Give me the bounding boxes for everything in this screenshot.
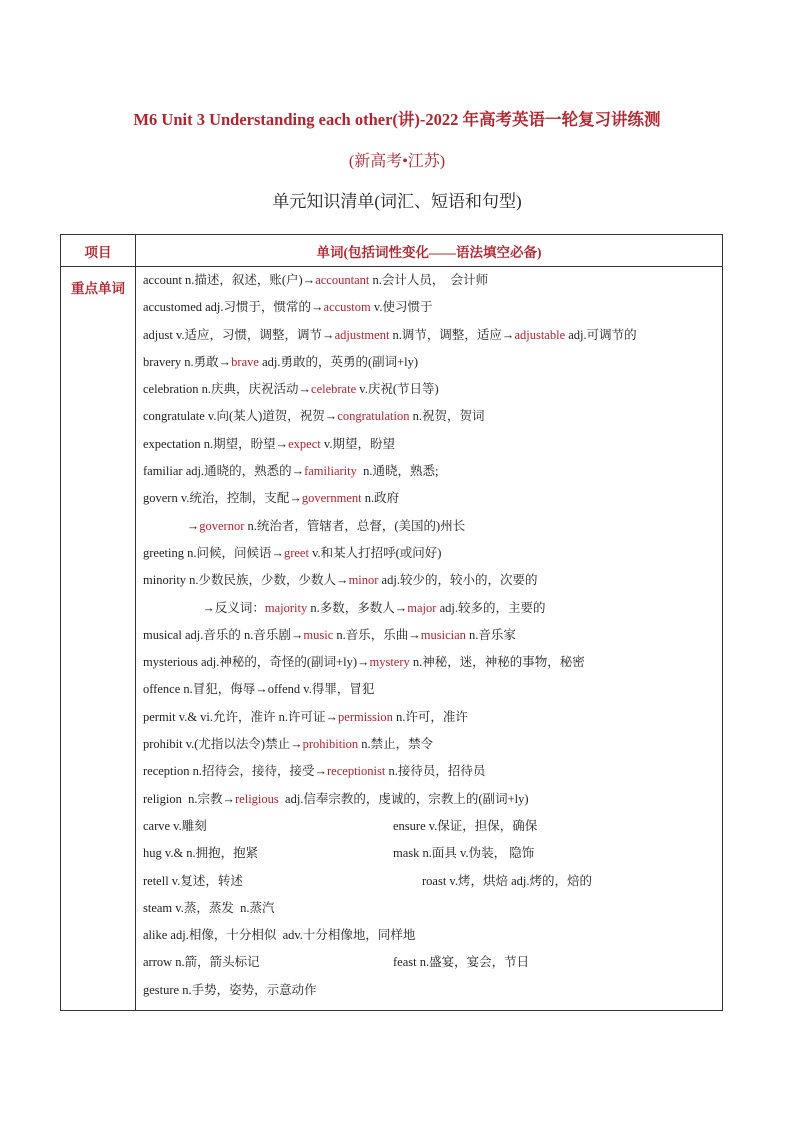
entry-text: →反义词： bbox=[143, 600, 265, 615]
vocab-entry bbox=[143, 813, 718, 840]
vocab-entry bbox=[143, 922, 718, 949]
entry-text: gesture n.手势，姿势，示意动作 bbox=[143, 982, 317, 997]
vocab-entry bbox=[143, 949, 718, 976]
document-title-region: (新高考•江苏) bbox=[348, 153, 446, 170]
entry-text: adj.信奉宗教的，虔诚的，宗教上的(副词+ly) bbox=[278, 791, 529, 806]
derived-word: greet bbox=[283, 545, 309, 560]
entry-text: adjust v.适应，习惯，调整，调节→ bbox=[143, 327, 335, 342]
entry-text: minority n.少数民族，少数，少数人→ bbox=[143, 573, 349, 588]
section-subtitle: 单元知识清单(词汇、短语和句型) bbox=[272, 192, 522, 211]
vocab-entry bbox=[143, 622, 718, 649]
entry-text: familiar adj.通晓的，熟悉的→ bbox=[143, 464, 305, 479]
entry-text: n.许可，准许 bbox=[392, 709, 468, 724]
derived-word: congratulation bbox=[337, 409, 410, 424]
entry-text: n.调节，调整，适应→ bbox=[389, 327, 515, 342]
vocab-entry bbox=[143, 731, 718, 758]
derived-word: minor bbox=[348, 573, 379, 588]
vocab-entry-second-column: roast v.烤，烘焙 adj.烤的，焙的 bbox=[422, 873, 593, 888]
entry-text: adj.可调节的 bbox=[565, 327, 637, 342]
vocab-entry-second-column: ensure v.保证，担保，确保 bbox=[393, 818, 538, 833]
entry-text: hug v.& n.拥抱，抱紧 bbox=[143, 846, 259, 861]
entry-text: n.政府 bbox=[361, 491, 400, 506]
derived-word: prohibition bbox=[302, 737, 359, 752]
entry-text: steam v.蒸，蒸发 n.蒸汽 bbox=[143, 900, 275, 915]
vocab-entry bbox=[143, 840, 718, 867]
entry-text: arrow n.箭，箭头标记 bbox=[143, 955, 260, 970]
vocab-entry bbox=[143, 540, 718, 567]
entry-text: carve v.雕刻 bbox=[143, 818, 207, 833]
vocab-entry bbox=[143, 895, 718, 922]
entry-text: n.通晓，熟悉; bbox=[356, 464, 439, 479]
entry-text: v.期望，盼望 bbox=[320, 436, 395, 451]
entry-text: religion n.宗教→ bbox=[143, 791, 236, 806]
derived-word: major bbox=[407, 600, 437, 615]
entry-text: mysterious adj.神秘的，奇怪的(副词+ly)→ bbox=[143, 655, 370, 670]
entry-text: permit v.& vi.允许，准许 n.许可证→ bbox=[143, 709, 339, 724]
table-row bbox=[61, 267, 723, 1011]
vocab-entry bbox=[143, 349, 718, 376]
entry-text: alike adj.相像，十分相似 adv.十分相像地，同样地 bbox=[143, 928, 416, 943]
vocab-entry bbox=[143, 868, 718, 895]
vocab-entry bbox=[143, 376, 718, 403]
entry-text: v.庆祝(节日等) bbox=[356, 382, 439, 397]
entry-text: bravery n.勇敢→ bbox=[143, 354, 232, 369]
derived-word: music bbox=[303, 627, 334, 642]
entry-text: → bbox=[143, 518, 200, 533]
vocab-entry bbox=[143, 649, 718, 676]
entry-text: adj.勇敢的，英勇的(副词+ly) bbox=[258, 354, 419, 369]
entry-text: musical adj.音乐的 n.音乐剧→ bbox=[143, 627, 304, 642]
derived-word: government bbox=[301, 491, 362, 506]
vocab-entry bbox=[143, 513, 718, 540]
vocab-entry bbox=[143, 676, 718, 703]
entry-text: accustomed adj.习惯于，惯常的→ bbox=[143, 300, 324, 315]
derived-word: brave bbox=[231, 354, 259, 369]
derived-word: adjustment bbox=[334, 327, 390, 342]
vocab-entry bbox=[143, 403, 718, 430]
derived-word: musician bbox=[420, 627, 466, 642]
document-title: M6 Unit 3 Understanding each other(讲)-2022 年高考英语一轮复习讲练测 bbox=[133, 110, 661, 129]
entry-text: n.禁止，禁令 bbox=[358, 737, 434, 752]
vocab-entry bbox=[143, 977, 718, 1004]
derived-word: celebrate bbox=[311, 382, 357, 397]
derived-word: accountant bbox=[315, 273, 370, 287]
vocab-entry bbox=[143, 567, 718, 594]
entry-text: n.统治者，管辖者，总督，(美国的)州长 bbox=[244, 518, 466, 533]
entry-text: adj.较少的，较小的，次要的 bbox=[378, 573, 538, 588]
vocab-entry bbox=[143, 294, 718, 321]
entry-text: n.会计人员， 会计师 bbox=[369, 273, 489, 287]
vocab-entry bbox=[143, 595, 718, 622]
entry-text: prohibit v.(尤指以法令)禁止→ bbox=[143, 737, 303, 752]
vocab-entry bbox=[143, 786, 718, 813]
entry-text: retell v.复述，转述 bbox=[143, 873, 243, 888]
header-category: 项目 bbox=[61, 235, 136, 267]
vocab-entry bbox=[143, 322, 718, 349]
entry-text: offence n.冒犯，侮辱→offend v.得罪，冒犯 bbox=[143, 682, 375, 697]
derived-word: majority bbox=[264, 600, 308, 615]
derived-word: accustom bbox=[323, 300, 371, 315]
vocab-entry bbox=[143, 758, 718, 785]
vocab-entry bbox=[143, 267, 718, 294]
entry-text: n.多数，多数人→ bbox=[307, 600, 408, 615]
header-words: 单词(包括词性变化——语法填空必备) bbox=[136, 235, 723, 267]
vocabulary-entries bbox=[136, 267, 723, 1011]
derived-word: familiarity bbox=[304, 464, 357, 479]
derived-word: mystery bbox=[369, 655, 410, 670]
entry-text: account n.描述，叙述，账(户)→ bbox=[143, 273, 316, 287]
entry-text: v.使习惯于 bbox=[370, 300, 433, 315]
derived-word: permission bbox=[338, 709, 393, 724]
entry-text: reception n.招待会，接待，接受→ bbox=[143, 764, 328, 779]
category-label: 重点单词 bbox=[61, 267, 136, 1011]
derived-word: receptionist bbox=[327, 764, 386, 779]
vocab-entry bbox=[143, 458, 718, 485]
entry-text: celebration n.庆典，庆祝活动→ bbox=[143, 382, 312, 397]
derived-word: adjustable bbox=[514, 327, 566, 342]
entry-text: v.和某人打招呼(或问好) bbox=[308, 545, 442, 560]
vocabulary-table bbox=[60, 234, 723, 1011]
entry-text: congratulate v.向(某人)道贺，祝贺→ bbox=[143, 409, 338, 424]
entry-text: greeting n.问候，问候语→ bbox=[143, 545, 284, 560]
derived-word: governor bbox=[199, 518, 245, 533]
entry-text: expectation n.期望，盼望→ bbox=[143, 436, 289, 451]
entry-text: n.神秘，迷，神秘的事物，秘密 bbox=[409, 655, 585, 670]
vocab-entry-second-column: feast n.盛宴，宴会，节日 bbox=[393, 955, 530, 970]
entry-text: govern v.统治，控制，支配→ bbox=[143, 491, 302, 506]
vocab-entry-second-column: mask n.面具 v.伪装， 隐饰 bbox=[393, 846, 535, 861]
entry-text: adj.较多的，主要的 bbox=[436, 600, 546, 615]
derived-word: expect bbox=[288, 436, 321, 451]
entry-text: n.接待员，招待员 bbox=[385, 764, 486, 779]
entry-text: n.祝贺，贺词 bbox=[409, 409, 485, 424]
vocab-entry bbox=[143, 485, 718, 512]
vocab-entry bbox=[143, 431, 718, 458]
entry-text: n.音乐家 bbox=[465, 627, 516, 642]
vocab-entry bbox=[143, 704, 718, 731]
entry-text: n.音乐，乐曲→ bbox=[333, 627, 421, 642]
derived-word: religious bbox=[235, 791, 279, 806]
table-header-row bbox=[61, 235, 723, 267]
